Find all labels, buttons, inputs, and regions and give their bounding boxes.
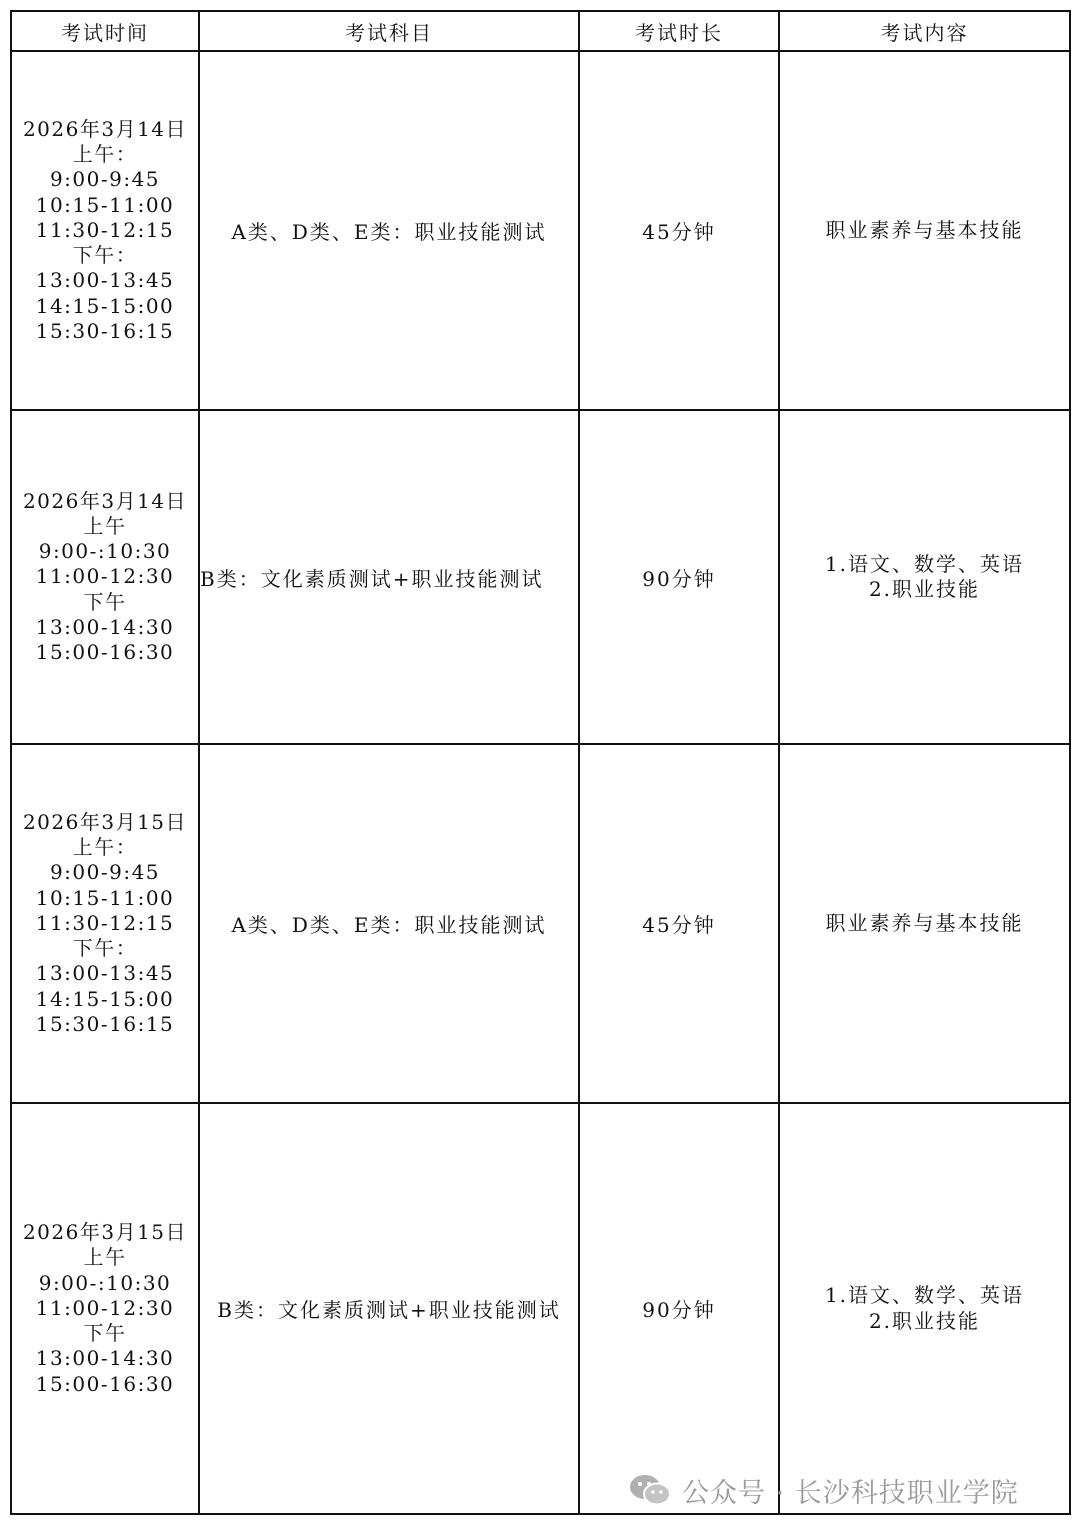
- content-line: 职业素养与基本技能: [825, 910, 1024, 935]
- table-row: [11, 51, 1070, 410]
- time-line: 11:30-12:15: [35, 910, 175, 935]
- time-line: 10:15-11:00: [35, 885, 175, 910]
- time-line: 13:00-14:30: [35, 614, 175, 639]
- exam-time-cell: [11, 1103, 199, 1514]
- exam-duration-cell: 90分钟: [579, 1103, 779, 1514]
- time-line: 13:00-13:45: [35, 268, 175, 293]
- header-exam-time: 考试时间: [11, 11, 199, 51]
- exam-subject-cell: A类、D类、E类：职业技能测试: [199, 51, 579, 410]
- time-line: 2026年3月14日: [22, 117, 188, 142]
- time-line: 上午：: [72, 142, 138, 167]
- exam-content-cell: [779, 410, 1070, 744]
- content-line: 1.语文、数学、英语: [824, 1283, 1025, 1308]
- watermark: [628, 1470, 1019, 1510]
- time-line: 13:00-14:30: [35, 1346, 175, 1371]
- exam-duration-cell: 45分钟: [579, 51, 779, 410]
- exam-subject-cell: B类：文化素质测试+职业技能测试: [199, 410, 579, 744]
- time-line: 15:30-16:15: [35, 318, 175, 343]
- exam-subject-cell: B类：文化素质测试+职业技能测试: [199, 1103, 579, 1514]
- time-line: 上午：: [72, 835, 138, 860]
- time-line: 15:00-16:30: [35, 640, 175, 664]
- time-line: 9:00-9:45: [49, 167, 161, 192]
- exam-content-cell: [779, 1103, 1070, 1514]
- table-row: [11, 1103, 1070, 1514]
- time-line: 13:00-13:45: [35, 961, 175, 986]
- time-line: 2026年3月15日: [22, 810, 188, 835]
- exam-time-cell: [11, 410, 199, 744]
- exam-time-cell: [11, 51, 199, 410]
- exam-duration-cell: 45分钟: [579, 744, 779, 1103]
- time-line: 14:15-15:00: [35, 293, 175, 318]
- time-line: 15:00-16:30: [35, 1371, 175, 1396]
- time-line: 10:15-11:00: [35, 192, 175, 217]
- time-line: 上午: [83, 513, 127, 538]
- time-line: 11:00-12:30: [35, 1295, 175, 1320]
- time-line: 15:30-16:15: [35, 1011, 175, 1036]
- content-line: 1.语文、数学、英语: [824, 551, 1025, 576]
- time-line: 2026年3月15日: [22, 1220, 188, 1245]
- wechat-icon: [628, 1473, 672, 1507]
- content-line: 职业素养与基本技能: [825, 217, 1024, 242]
- exam-content-cell: [779, 744, 1070, 1103]
- table-header-row: [11, 11, 1070, 51]
- table-row: [11, 744, 1070, 1103]
- time-line: 11:30-12:15: [35, 217, 175, 242]
- time-line: 9:00-9:45: [49, 860, 161, 885]
- time-line: 9:00-:10:30: [38, 539, 172, 564]
- exam-content-cell: [779, 51, 1070, 410]
- header-exam-content: 考试内容: [779, 11, 1070, 51]
- header-exam-duration: 考试时长: [579, 11, 779, 51]
- time-line: 11:00-12:30: [35, 564, 175, 589]
- time-line: 上午: [83, 1245, 127, 1270]
- exam-time-cell: [11, 744, 199, 1103]
- time-line: 下午: [83, 589, 127, 614]
- content-line: 2.职业技能: [868, 577, 981, 601]
- watermark-text: 公众号 · 长沙科技职业学院: [682, 1477, 1019, 1509]
- time-line: 下午: [83, 1321, 127, 1346]
- time-line: 下午：: [72, 243, 138, 268]
- time-line: 2026年3月14日: [22, 488, 188, 513]
- exam-duration-cell: 90分钟: [579, 410, 779, 744]
- header-exam-subject: 考试科目: [199, 11, 579, 51]
- content-line: 2.职业技能: [868, 1308, 981, 1333]
- exam-schedule-table: [10, 10, 1071, 1515]
- time-line: 14:15-15:00: [35, 986, 175, 1011]
- time-line: 下午：: [72, 936, 138, 961]
- time-line: 9:00-:10:30: [38, 1270, 172, 1295]
- table-row: [11, 410, 1070, 744]
- exam-subject-cell: A类、D类、E类：职业技能测试: [199, 744, 579, 1103]
